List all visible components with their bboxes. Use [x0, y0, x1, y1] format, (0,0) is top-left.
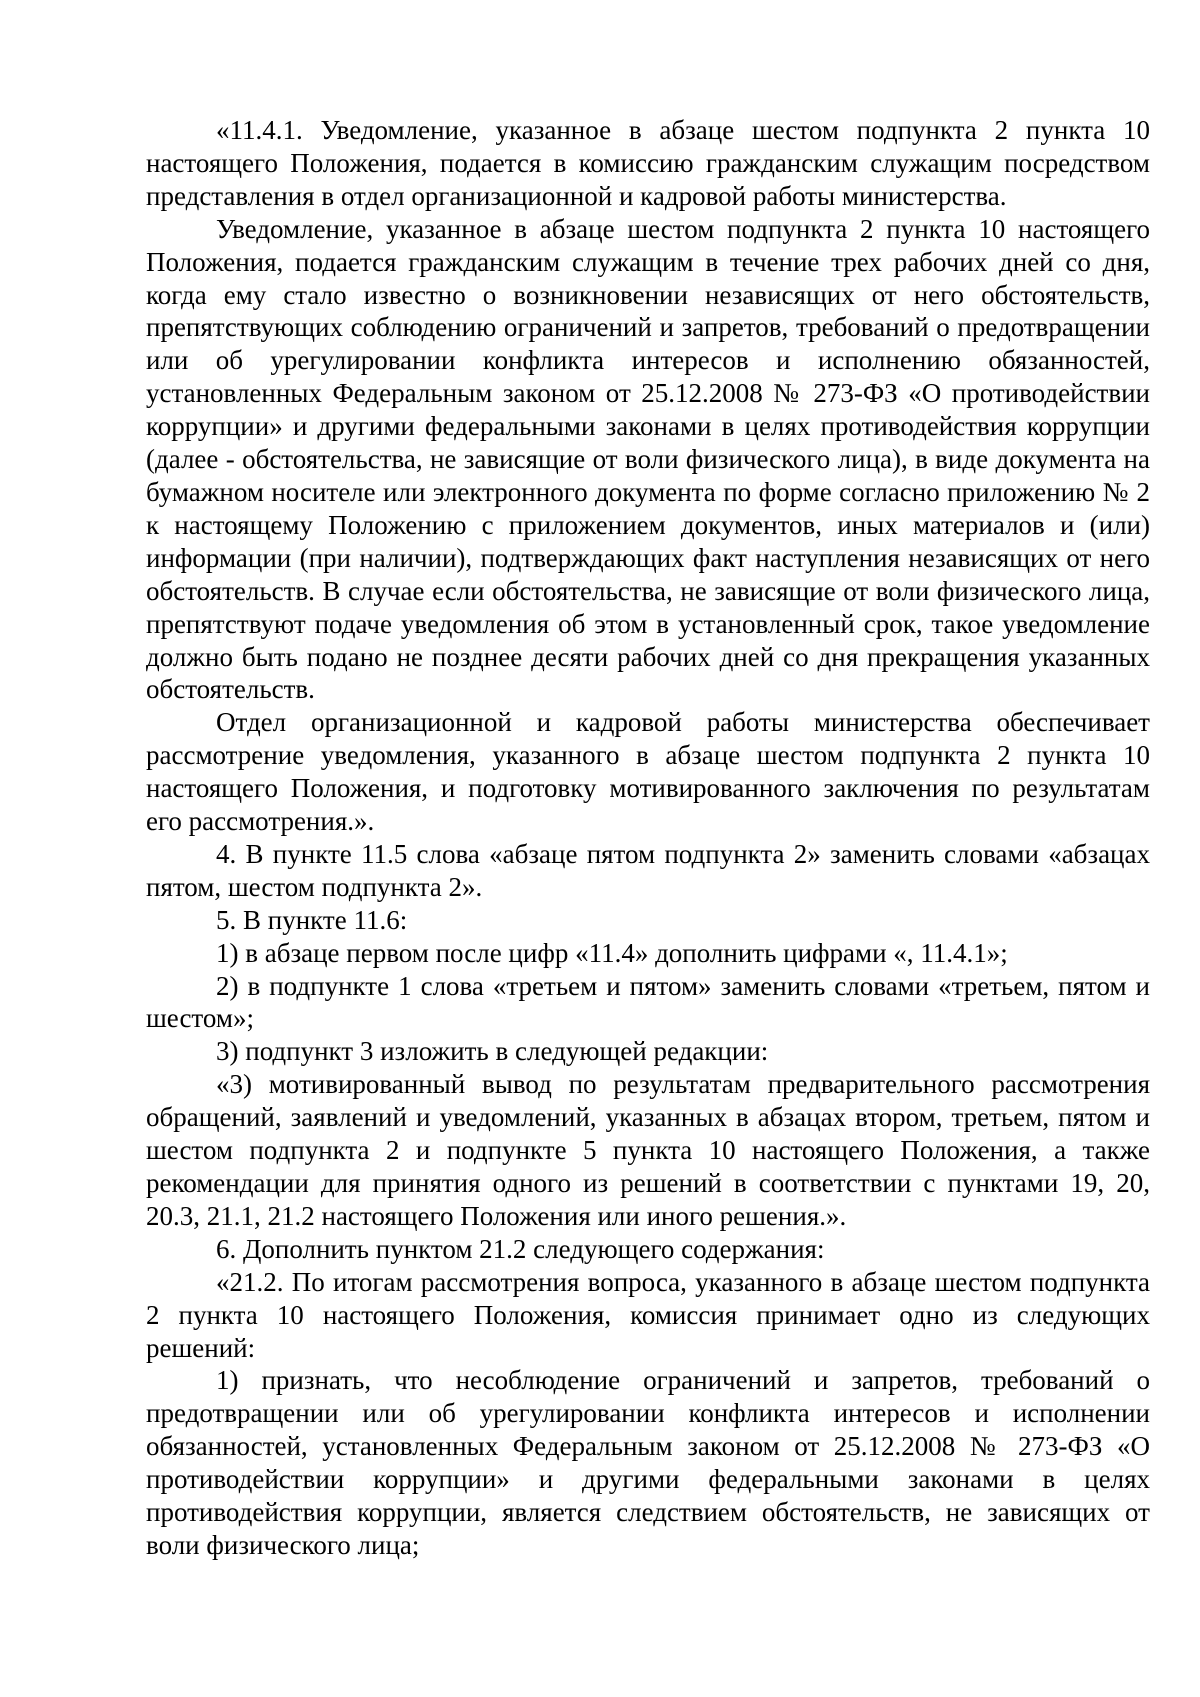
paragraph-new-wording-3: «3) мотивированный вывод по результатам предварительного рассмотрения обращений, заявлений и уведомлений, указанных в абзацах втором, третьем, пятом и шестом подпункта 2 и подпункте 5 пункта 10 настоящего Положения, а также рекомендации для принятия одного из решений в соответствии с пунктами 19, 20, 20.3, 21.1, 21.2 настоящего Положения или иного решения.». [146, 1069, 1150, 1231]
paragraph-notification-terms: Уведомление, указанное в абзаце шестом подпункта 2 пункта 10 настоящего Положения, подается гражданским служащим в течение трех рабочих дней со дня, когда ему стало известно о возникновении независящих от него обстоятельств, препятствующих соблюдению ограничений и запретов, требований о предотвращении или об урегулировании конфликта интересов и исполнению обязанностей, установленных Федеральным законом от 25.12.2008 № 273-ФЗ «О противодействии коррупции» и другими федеральными законами в целях противодействия коррупции (далее - обстоятельства, не зависящие от воли физического лица), в виде документа на бумажном носителе или электронного документа по форме согласно приложению № 2 к настоящему Положению с приложением документов, иных материалов и (или) информации (при наличии), подтверждающих факт наступления независящих от него обстоятельств. В случае если обстоятельства, не зависящие от воли физического лица, препятствуют подаче уведомления об этом в установленный срок, такое уведомление должно быть подано не позднее десяти рабочих дней со дня прекращения указанных обстоятельств. [146, 213, 1150, 705]
paragraph-21-2-decision-1: 1) признать, что несоблюдение ограничений и запретов, требований о предотвращении или об урегулировании конфликта интересов и исполнении обязанностей, установленных Федеральным законом от 25.12.2008 № 273-ФЗ «О противодействии коррупции» и другими федеральными законами в целях противодействия коррупции, является следствием обстоятельств, не зависящих от воли физического лица; [146, 1365, 1150, 1560]
paragraph-item-5-sub-3: 3) подпункт 3 изложить в следующей редакции: [216, 1036, 769, 1067]
paragraph-11-4-1: «11.4.1. Уведомление, указанное в абзаце шестом подпункта 2 пункта 10 настоящего Положения, подается в комиссию гражданским служащим посредством представления в отдел организационной и кадровой работы министерства. [146, 115, 1150, 211]
document-page [146, 114, 1150, 1562]
paragraph-item-5-sub-2: 2) в подпункте 1 слова «третьем и пятом» заменить словами «третьем, пятом и шестом»; [146, 970, 1150, 1034]
paragraph-item-4: 4. В пункте 11.5 слова «абзаце пятом подпункта 2» заменить словами «абзацах пятом, шестом подпункта 2». [146, 838, 1150, 902]
paragraph-item-5: 5. В пункте 11.6: [216, 904, 408, 935]
paragraph-department-review: Отдел организационной и кадровой работы министерства обеспечивает рассмотрение уведомления, указанного в абзаце шестом подпункта 2 пункта 10 настоящего Положения, и подготовку мотивированного заключения по результатам его рассмотрения.». [146, 707, 1150, 837]
paragraph-item-6: 6. Дополнить пунктом 21.2 следующего содержания: [216, 1233, 825, 1264]
paragraph-21-2: «21.2. По итогам рассмотрения вопроса, указанного в абзаце шестом подпункта 2 пункта 10 настоящего Положения, комиссия принимает одно из следующих решений: [146, 1266, 1150, 1363]
paragraph-item-5-sub-1: 1) в абзаце первом после цифр «11.4» дополнить цифрами «, 11.4.1»; [216, 937, 1008, 968]
